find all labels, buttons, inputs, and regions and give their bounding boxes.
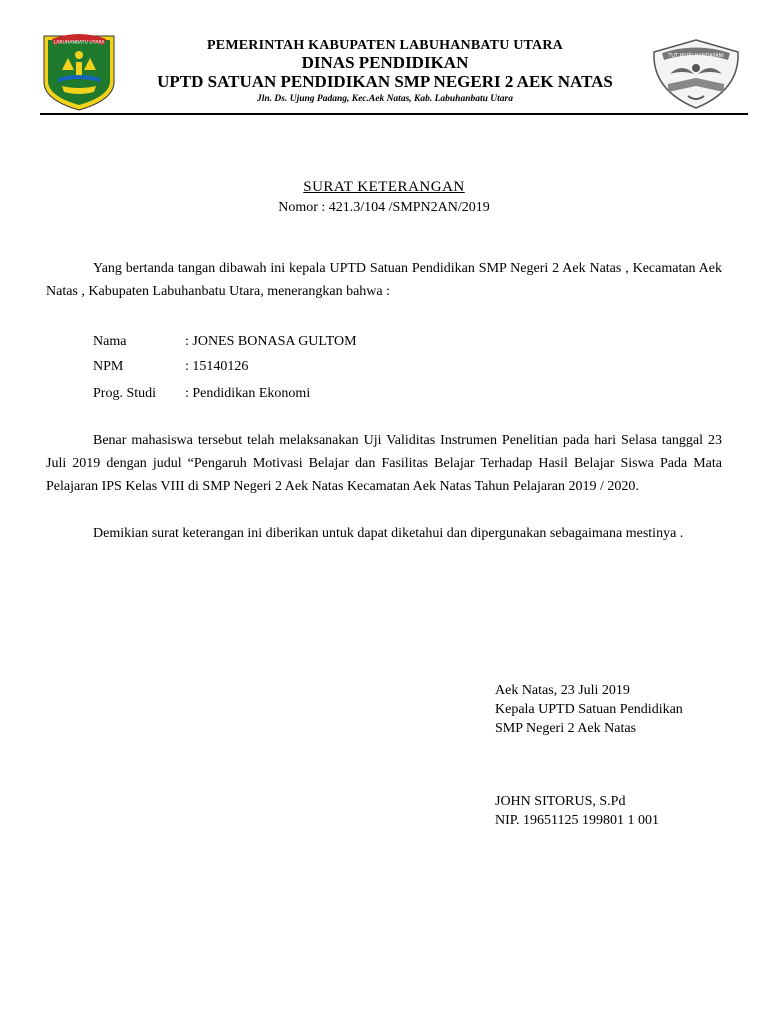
signature-place-date: Aek Natas, 23 Juli 2019: [495, 683, 630, 698]
tut-wuri-handayani-emblem: [648, 38, 744, 110]
letterhead-school-line: UPTD SATUAN PENDIDIKAN SMP NEGERI 2 AEK NATAS: [157, 72, 613, 91]
letterhead-government-line: PEMERINTAH KABUPATEN LABUHANBATU UTARA: [207, 38, 563, 53]
field-row-program: [93, 386, 310, 402]
regency-emblem: [36, 30, 122, 112]
signature-school: SMP Negeri 2 Aek Natas: [495, 721, 637, 736]
opening-paragraph: Yang bertanda tangan dibawah ini kepala UPTD Satuan Pendidikan SMP Negeri 2 Aek Natas , Kecamatan Aek Natas , Kabupaten Labuhanbatu Utara, menerangkan bahwa :: [46, 261, 722, 299]
field-value: : JONES BONASA GULTOM: [185, 334, 357, 349]
letterhead-department-line: DINAS PENDIDIKAN: [301, 53, 469, 72]
signature-position: Kepala UPTD Satuan Pendidikan: [495, 702, 683, 717]
letter-number: Nomor : 421.3/104 /SMPN2AN/2019: [278, 200, 490, 215]
letter-title: SURAT KETERANGAN: [303, 179, 465, 195]
signatory-nip: NIP. 19651125 199801 1 001: [495, 813, 659, 828]
closing-paragraph: Demikian surat keterangan ini diberikan untuk dapat diketahui dan dipergunakan sebagaimana mestinya .: [93, 526, 684, 541]
field-label: Prog. Studi: [93, 386, 157, 401]
emblem-banner-text: LABUHANBATU UTARA: [53, 40, 105, 46]
field-value: : 15140126: [185, 359, 249, 374]
field-label: Nama: [93, 334, 127, 349]
field-row-name: [93, 334, 357, 350]
signatory-name: JOHN SITORUS, S.Pd: [495, 794, 626, 809]
field-label: NPM: [93, 359, 124, 374]
field-value: : Pendidikan Ekonomi: [185, 386, 311, 401]
emblem-motto-text: TUT WURI HANDAYANI: [668, 53, 724, 59]
letterhead-address: Jln. Ds. Ujung Padang, Kec.Aek Natas, Kab. Labuhanbatu Utara: [256, 94, 513, 104]
field-row-npm: [93, 359, 248, 375]
letterhead-divider: [40, 113, 748, 115]
body-paragraph: Benar mahasiswa tersebut telah melaksanakan Uji Validitas Instrumen Penelitian pada hari Selasa tanggal 23 Juli 2019 dengan judul “Pengaruh Motivasi Belajar dan Fasilitas Belajar Terhadap Hasil Belajar Siswa Pada Mata Pelajaran IPS Kelas VIII di SMP Negeri 2 Aek Natas Kecamatan Aek Natas Tahun Pelajaran 2019 / 2020.: [46, 433, 722, 494]
